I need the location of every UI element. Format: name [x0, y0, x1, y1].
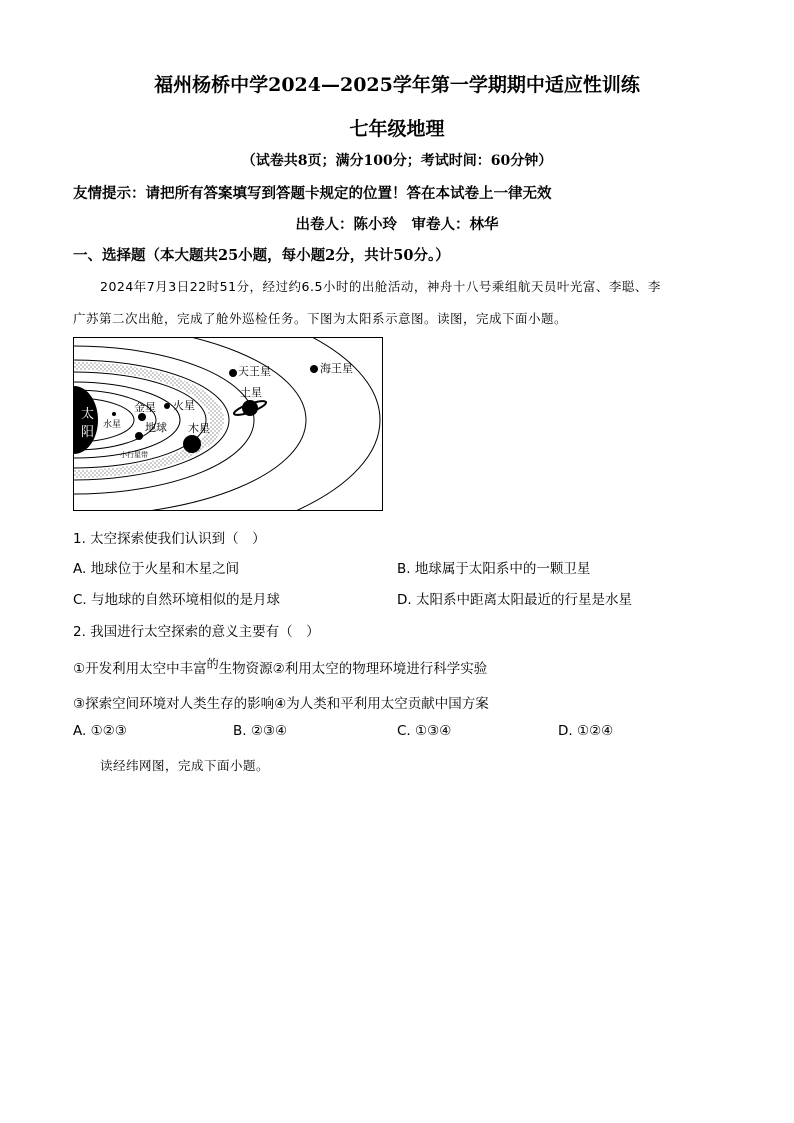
closing-instruction: 读经纬网图，完成下面小题。: [100, 758, 270, 773]
section-heading: 一、选择题（本大题共25小题，每小题2分，共计50分。）: [73, 247, 450, 264]
statement-part-a: ①开发利用太空中丰富: [73, 661, 207, 677]
question-1-option-a: A. 地球位于火星和木星之间: [73, 561, 240, 577]
question-1-option-b: B. 地球属于太阳系中的一颗卫星: [397, 561, 591, 577]
exam-title: 福州杨桥中学2024—2025学年第一学期期中适应性训练: [154, 74, 640, 96]
uranus-label: 天王星: [238, 365, 271, 378]
earth-label: 地球: [145, 421, 167, 434]
statement-part-b: 生物资源②利用太空的物理环境进行科学实验: [218, 661, 488, 677]
solar-system-figure: [73, 337, 383, 511]
question-2-stem: 2. 我国进行太空探索的意义主要有（ ）: [73, 624, 320, 640]
question-1-stem: 1. 太空探索使我们认识到（ ）: [73, 531, 266, 547]
neptune-label: 海王星: [320, 362, 353, 375]
mercury: [112, 412, 116, 416]
saturn: [242, 400, 258, 416]
earth: [135, 432, 143, 440]
question-2-statement-line-1: [73, 657, 487, 677]
asteroid-belt-label: 小行星带: [120, 451, 148, 459]
question-2-option-b: B. ②③④: [233, 723, 288, 739]
uranus: [229, 369, 237, 377]
mercury-label: 水星: [103, 420, 122, 430]
exam-info: （试卷共8页；满分100分；考试时间：60分钟）: [241, 153, 553, 169]
neptune: [310, 365, 318, 373]
saturn-label: 土星: [240, 386, 262, 399]
intro-line-2: 广苏第二次出舱，完成了舱外巡检任务。下图为太阳系示意图。读图，完成下面小题。: [73, 311, 568, 326]
question-2-option-a: A. ①②③: [73, 723, 127, 739]
question-2-option-d: D. ①②④: [558, 723, 614, 739]
venus-label: 金星: [134, 401, 156, 414]
mars-label: 火星: [173, 399, 195, 412]
question-2-statement-line-2: ③探索空间环境对人类生存的影响④为人类和平利用太空贡献中国方案: [73, 696, 489, 712]
venus: [138, 413, 146, 421]
friendly-tip: 友情提示：请把所有答案填写到答题卡规定的位置！答在本试卷上一律无效: [73, 185, 552, 202]
exam-authors: 出卷人：陈小玲 审卷人：林华: [295, 216, 499, 233]
sun-label-2: 阳: [81, 425, 95, 440]
question-2-option-c: C. ①③④: [397, 723, 452, 739]
question-1-option-c: C. 与地球的自然环境相似的是月球: [73, 592, 281, 608]
mars: [164, 403, 170, 409]
intro-line-1: 2024年7月3日22时51分，经过约6.5小时的出舱活动，神舟十八号乘组航天员叶光富、李聪、李: [100, 279, 661, 294]
exam-subtitle: 七年级地理: [349, 118, 445, 140]
sun-label-1: 太: [81, 407, 95, 422]
jupiter: [183, 435, 201, 453]
statement-superscript: 的: [206, 657, 219, 671]
question-1-option-d: D. 太阳系中距离太阳最近的行星是水星: [397, 592, 632, 608]
solar-system-diagram: [74, 338, 382, 510]
jupiter-label: 木星: [188, 422, 210, 435]
